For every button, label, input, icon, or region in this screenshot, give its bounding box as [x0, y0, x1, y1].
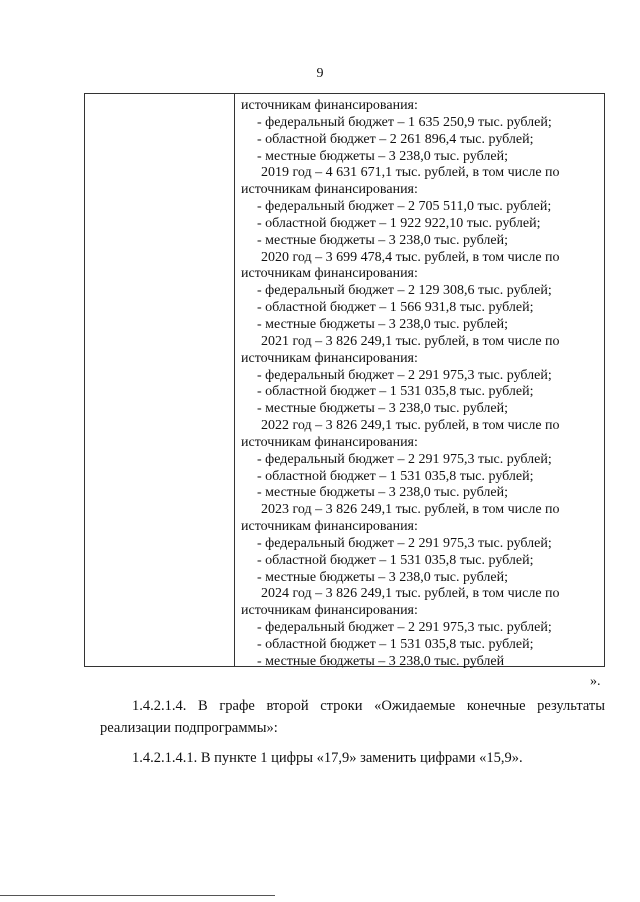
table-line: - областной бюджет – 1 566 931,8 тыс. рублей; [257, 300, 534, 316]
table-line: - федеральный бюджет – 2 291 975,3 тыс. рублей; [257, 451, 552, 467]
table-right-column [235, 94, 604, 669]
table-line: - областной бюджет – 1 922 922,10 тыс. рублей; [257, 215, 541, 231]
table-line: - областной бюджет – 1 531 035,8 тыс. рублей; [257, 637, 534, 652]
table-line: - местные бюджеты – 3 238,0 тыс. рублей; [257, 401, 508, 417]
page-number: 9 [316, 66, 324, 81]
table-line: источникам финансирования: [241, 519, 418, 535]
table-line: источникам финансирования: [241, 98, 418, 113]
footer-rule [0, 895, 275, 896]
paragraph-1-4-2-1-4-1: 1.4.2.1.4.1. В пункте 1 цифры «17,9» заменить цифрами «15,9». [132, 750, 523, 766]
table-line: - федеральный бюджет – 2 705 511,0 тыс. рублей; [257, 199, 552, 215]
table-line: - областной бюджет – 2 261 896,4 тыс. рублей; [257, 131, 534, 147]
table-line: - местные бюджеты – 3 238,0 тыс. рублей [257, 653, 505, 669]
table-line: 2019 год – 4 631 671,1 тыс. рублей, в том числе по [261, 165, 560, 181]
table-left-column [85, 94, 235, 666]
table-line: источникам финансирования: [241, 434, 418, 450]
table-line: - федеральный бюджет – 2 291 975,3 тыс. рублей; [257, 535, 552, 551]
table-line: источникам финансирования: [241, 182, 418, 198]
table-line: источникам финансирования: [241, 266, 418, 282]
closing-quote: ». [590, 674, 601, 689]
table-line: - федеральный бюджет – 2 291 975,3 тыс. рублей; [257, 620, 552, 636]
table-line: 2024 год – 3 826 249,1 тыс. рублей, в том числе по [261, 586, 560, 602]
table-line: 2022 год – 3 826 249,1 тыс. рублей, в том числе по [261, 418, 560, 434]
paragraph-1-4-2-1-4: 1.4.2.1.4. В графе второй строки «Ожидаемые конечные результаты реализации подпрограммы»: [100, 698, 605, 736]
table-line: - федеральный бюджет – 2 129 308,6 тыс. рублей; [257, 283, 552, 299]
table-line: - местные бюджеты – 3 238,0 тыс. рублей; [257, 569, 508, 585]
table-line: - областной бюджет – 1 531 035,8 тыс. рублей; [257, 468, 534, 484]
budget-table [84, 93, 605, 667]
table-line: источникам финансирования: [241, 350, 418, 366]
table-line: 2023 год – 3 826 249,1 тыс. рублей, в том числе по [261, 502, 560, 518]
table-line: - местные бюджеты – 3 238,0 тыс. рублей; [257, 232, 508, 248]
table-line: - областной бюджет – 1 531 035,8 тыс. рублей; [257, 384, 534, 400]
table-line: - федеральный бюджет – 2 291 975,3 тыс. рублей; [257, 367, 552, 383]
table-line: 2021 год – 3 826 249,1 тыс. рублей, в том числе по [261, 333, 560, 349]
table-line: 2020 год – 3 699 478,4 тыс. рублей, в том числе по [261, 249, 560, 265]
table-line: - местные бюджеты – 3 238,0 тыс. рублей; [257, 148, 508, 164]
table-line: - федеральный бюджет – 1 635 250,9 тыс. рублей; [257, 114, 552, 130]
table-line: - местные бюджеты – 3 238,0 тыс. рублей; [257, 485, 508, 501]
table-line: - областной бюджет – 1 531 035,8 тыс. рублей; [257, 552, 534, 568]
table-line: источникам финансирования: [241, 603, 418, 619]
table-line: - местные бюджеты – 3 238,0 тыс. рублей; [257, 316, 508, 332]
